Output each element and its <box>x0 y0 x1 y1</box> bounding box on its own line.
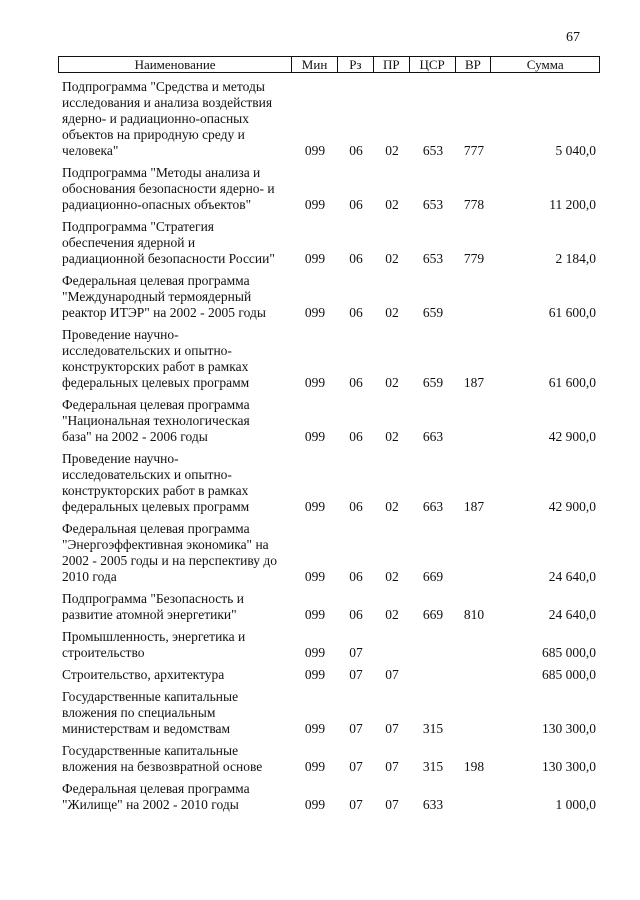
row-sum: 685 000,0 <box>542 645 596 660</box>
row-rz: 06 <box>349 197 363 212</box>
row-csr: 669 <box>422 569 444 584</box>
row-vr: 198 <box>463 759 485 774</box>
row-min: 099 <box>304 375 326 390</box>
row-sum: 5 040,0 <box>555 143 596 158</box>
row-min: 099 <box>304 721 326 736</box>
row-name: Федеральная целевая программа "Национальная технологическая база" на 2002 - 2006 годы <box>62 397 250 444</box>
row-csr: 653 <box>422 197 444 212</box>
table-row <box>58 327 600 391</box>
budget-table <box>58 56 600 819</box>
row-rz: 06 <box>349 429 363 444</box>
row-min: 099 <box>304 305 326 320</box>
row-rz: 06 <box>349 569 363 584</box>
row-vr: 187 <box>463 499 485 514</box>
row-rz: 07 <box>349 667 363 682</box>
row-rz: 06 <box>349 375 363 390</box>
row-sum: 1 000,0 <box>555 797 596 812</box>
row-pr: 02 <box>385 429 399 444</box>
row-vr: 187 <box>463 375 485 390</box>
header-sum: Сумма <box>526 56 564 72</box>
table-row <box>58 689 600 737</box>
row-sum: 130 300,0 <box>542 759 596 774</box>
table-header <box>58 56 600 73</box>
row-rz: 07 <box>349 645 363 660</box>
row-pr: 02 <box>385 251 399 266</box>
row-vr: 778 <box>463 197 485 212</box>
row-min: 099 <box>304 759 326 774</box>
header-pr: ПР <box>374 57 410 72</box>
row-sum: 42 900,0 <box>548 429 596 444</box>
row-pr: 02 <box>385 375 399 390</box>
header-rz: Рз <box>338 57 374 72</box>
row-min: 099 <box>304 429 326 444</box>
row-name: Строительство, архитектура <box>62 667 225 682</box>
row-name: Проведение научно- исследовательских и опытно- конструкторских работ в рамках федеральных целевых программ <box>62 451 250 514</box>
row-sum: 61 600,0 <box>548 305 596 320</box>
row-rz: 06 <box>349 607 363 622</box>
row-csr: 669 <box>422 607 444 622</box>
row-sum: 42 900,0 <box>548 499 596 514</box>
row-rz: 07 <box>349 759 363 774</box>
page-number: 67 <box>566 30 580 45</box>
row-min: 099 <box>304 251 326 266</box>
table-row <box>58 273 600 321</box>
row-name: Подпрограмма "Стратегия обеспечения ядерной и радиационной безопасности России" <box>62 219 275 266</box>
row-rz: 07 <box>349 721 363 736</box>
table-body <box>58 79 600 813</box>
row-vr: 779 <box>463 251 485 266</box>
header-name: Наименование <box>59 57 292 72</box>
row-name: Подпрограмма "Методы анализа и обоснования безопасности ядерно- и радиационно-опасных объектов" <box>62 165 275 212</box>
row-pr: 02 <box>385 143 399 158</box>
row-min: 099 <box>304 797 326 812</box>
row-min: 099 <box>304 569 326 584</box>
row-name: Государственные капитальные вложения на безвозвратной основе <box>62 743 263 774</box>
table-row <box>58 781 600 813</box>
row-csr: 653 <box>422 143 444 158</box>
row-pr: 07 <box>385 667 399 682</box>
table-row <box>58 165 600 213</box>
row-pr: 07 <box>385 759 399 774</box>
row-csr: 659 <box>422 375 444 390</box>
row-pr: 07 <box>385 797 399 812</box>
table-row <box>58 219 600 267</box>
row-min: 099 <box>304 499 326 514</box>
row-min: 099 <box>304 607 326 622</box>
table-row <box>58 629 600 661</box>
row-sum: 130 300,0 <box>542 721 596 736</box>
row-csr: 315 <box>422 721 444 736</box>
row-name: Подпрограмма "Безопасность и развитие атомной энергетики" <box>62 591 244 622</box>
row-pr: 02 <box>385 305 399 320</box>
row-name: Государственные капитальные вложения по специальным министерствам и ведомствам <box>62 689 239 736</box>
row-min: 099 <box>304 645 326 660</box>
row-rz: 06 <box>349 305 363 320</box>
row-sum: 11 200,0 <box>549 197 596 212</box>
row-csr: 659 <box>422 305 444 320</box>
row-csr: 663 <box>422 429 444 444</box>
header-vr: ВР <box>456 57 492 72</box>
row-csr: 663 <box>422 499 444 514</box>
row-name: Федеральная целевая программа "Энергоэффективная экономика" на 2002 - 2005 годы и на перспективу до 2010 года <box>62 521 278 584</box>
table-row <box>58 591 600 623</box>
row-vr: 810 <box>463 607 485 622</box>
row-csr: 633 <box>422 797 444 812</box>
row-csr: 315 <box>422 759 444 774</box>
row-sum: 2 184,0 <box>555 251 596 266</box>
row-sum: 24 640,0 <box>548 607 596 622</box>
row-pr: 02 <box>385 607 399 622</box>
row-pr: 02 <box>385 569 399 584</box>
row-min: 099 <box>304 197 326 212</box>
row-pr: 02 <box>385 499 399 514</box>
row-name: Федеральная целевая программа "Жилище" на 2002 - 2010 годы <box>62 781 250 812</box>
header-min: Мин <box>292 57 338 72</box>
row-name: Федеральная целевая программа "Международный термоядерный реактор ИТЭР" на 2002 - 2005 годы <box>62 273 266 320</box>
row-csr: 653 <box>422 251 444 266</box>
row-rz: 06 <box>349 143 363 158</box>
row-min: 099 <box>304 667 326 682</box>
table-row <box>58 79 600 159</box>
row-name: Подпрограмма "Средства и методы исследования и анализа воздействия ядерно- и радиационно-опасных объектов на природную среду и человека" <box>62 79 273 158</box>
table-row <box>58 451 600 515</box>
row-sum: 61 600,0 <box>548 375 596 390</box>
row-sum: 685 000,0 <box>542 667 596 682</box>
row-name: Промышленность, энергетика и строительство <box>62 629 246 660</box>
row-vr: 777 <box>463 143 485 158</box>
row-pr: 02 <box>385 197 399 212</box>
row-name: Проведение научно- исследовательских и опытно- конструкторских работ в рамках федеральных целевых программ <box>62 327 250 390</box>
row-pr: 07 <box>385 721 399 736</box>
table-row <box>58 743 600 775</box>
table-row <box>58 667 600 683</box>
header-csr: ЦСР <box>410 57 456 72</box>
row-min: 099 <box>304 143 326 158</box>
row-rz: 06 <box>349 499 363 514</box>
table-row <box>58 397 600 445</box>
row-rz: 07 <box>349 797 363 812</box>
table-row <box>58 521 600 585</box>
row-rz: 06 <box>349 251 363 266</box>
row-sum: 24 640,0 <box>548 569 596 584</box>
